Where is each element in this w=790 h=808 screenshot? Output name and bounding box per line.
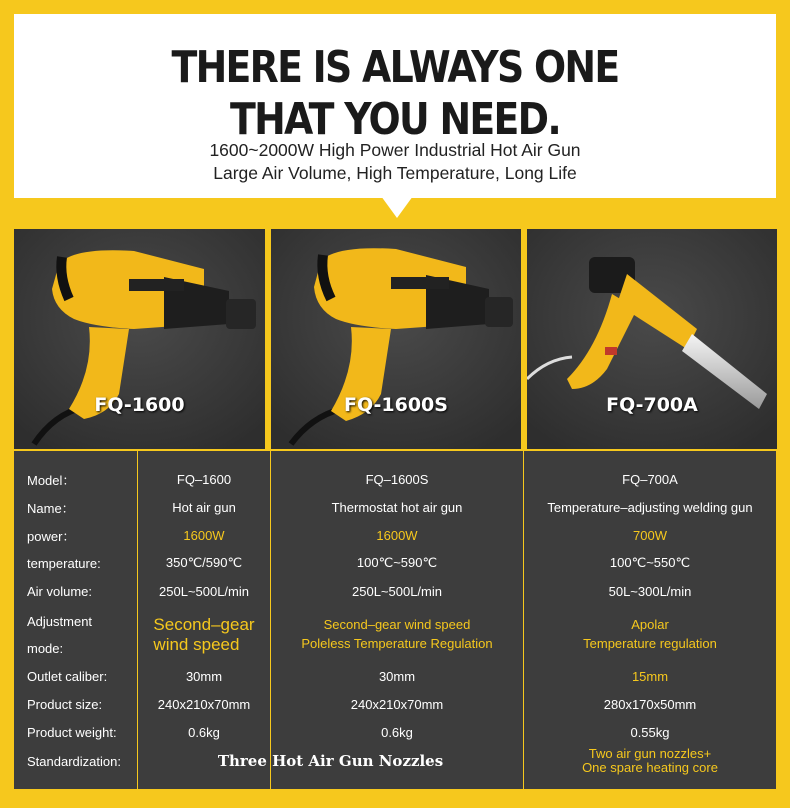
row-label: Standardization: (27, 753, 121, 769)
cell-fq1600s: FQ–1600S (365, 471, 429, 487)
product-model-label: FQ-1600 (94, 394, 185, 416)
cell-line1: Second–gear wind speed (323, 617, 471, 633)
cell-fq1600: FQ–1600 (176, 471, 232, 487)
product-model-label: FQ-700A (606, 394, 698, 416)
cell-fq1600: 240x210x70mm (157, 696, 251, 712)
product-photo-fq1600s (271, 229, 521, 449)
headline-line1: THERE IS ALWAYS ONE (171, 42, 619, 93)
product-photo-fq1600 (14, 229, 265, 449)
row-label-line1: Adjustment (27, 613, 93, 629)
table-row-product-size (14, 690, 776, 718)
row-label: Name： (27, 500, 75, 516)
cell-fq1600s: 0.6kg (381, 724, 413, 740)
cell-fq700a: 280x170x50mm (603, 696, 697, 712)
cell-fq1600: 30mm (185, 668, 223, 684)
cell-fq1600s: 240x210x70mm (350, 696, 444, 712)
row-label: Outlet caliber: (27, 668, 108, 684)
cell-fq700a: 100℃~550℃ (609, 555, 691, 570)
spec-table (14, 451, 776, 789)
cell-fq1600s: 30mm (378, 668, 416, 684)
cell-line2: Poleless Temperature Regulation (301, 636, 493, 651)
cell-fq700a: 0.55kg (630, 724, 670, 740)
row-label: temperature: (27, 555, 101, 571)
header-pointer (381, 196, 413, 218)
cell-fq700a: FQ–700A (622, 471, 678, 487)
row-label-line2: mode: (27, 641, 64, 656)
hot-air-gun-image (271, 229, 521, 449)
cell-line1: Apolar (631, 617, 669, 633)
subheadline-line2: Large Air Volume, High Temperature, Long Life (213, 163, 577, 183)
hot-air-gun-image (14, 229, 265, 449)
product-photo-fq700a (527, 229, 777, 449)
cell-fq1600: 250L~500L/min (159, 583, 249, 599)
cell-line2: wind speed (153, 635, 240, 654)
cell-line1: Two air gun nozzles+ (588, 745, 712, 761)
cell-fq1600s (271, 607, 523, 663)
cell-line2: Temperature regulation (583, 636, 717, 651)
cell-fq1600 (138, 607, 270, 663)
cell-fq1600s: 250L~500L/min (352, 583, 442, 599)
cell-fq700a: 700W (633, 527, 667, 543)
product-model-label: FQ-1600S (344, 394, 448, 416)
row-label: power： (27, 528, 76, 544)
cell-fq1600: Hot air gun (172, 499, 236, 515)
cell-line2: One spare heating core (582, 760, 718, 775)
table-row-adjustment-mode (14, 607, 776, 663)
cell-fq1600s: 100℃~590℃ (356, 555, 438, 570)
table-row-name (14, 493, 776, 521)
cell-fq1600: 0.6kg (188, 724, 220, 740)
table-row-power (14, 521, 776, 549)
cell-fq700a (524, 607, 776, 663)
table-row-outlet-caliber (14, 662, 776, 690)
cell-fq700a: 50L~300L/min (608, 583, 692, 599)
cell-fq700a: 15mm (631, 668, 669, 684)
table-row-standardization (14, 746, 776, 776)
cell-fq1600s: Thermostat hot air gun (331, 499, 463, 515)
cell-line1: Second–gear (153, 615, 255, 635)
row-label: Air volume: (27, 583, 93, 599)
cell-fq1600: 1600W (183, 527, 225, 543)
headline-line2: THAT YOU NEED. (229, 94, 560, 145)
subheadline-line1: 1600~2000W High Power Industrial Hot Air Gun (209, 140, 581, 160)
row-label: Model： (27, 472, 76, 488)
row-label (27, 607, 137, 663)
table-row-model (14, 465, 776, 493)
table-row-air-volume (14, 577, 776, 605)
cell-fq1600: 350℃/590℃ (165, 555, 243, 570)
cell-fq700a: Temperature–adjusting welding gun (547, 499, 753, 515)
cell-fq1600s: 1600W (376, 527, 418, 543)
table-row-product-weight (14, 718, 776, 746)
table-row-temperature (14, 549, 776, 577)
row-label: Product weight: (27, 724, 117, 740)
cell-fq700a (524, 746, 776, 776)
cell-fq1600-fq1600s: Three Hot Air Gun Nozzles (217, 752, 444, 770)
welding-gun-image (527, 229, 777, 449)
row-label: Product size: (27, 696, 103, 712)
header-card (14, 14, 776, 198)
